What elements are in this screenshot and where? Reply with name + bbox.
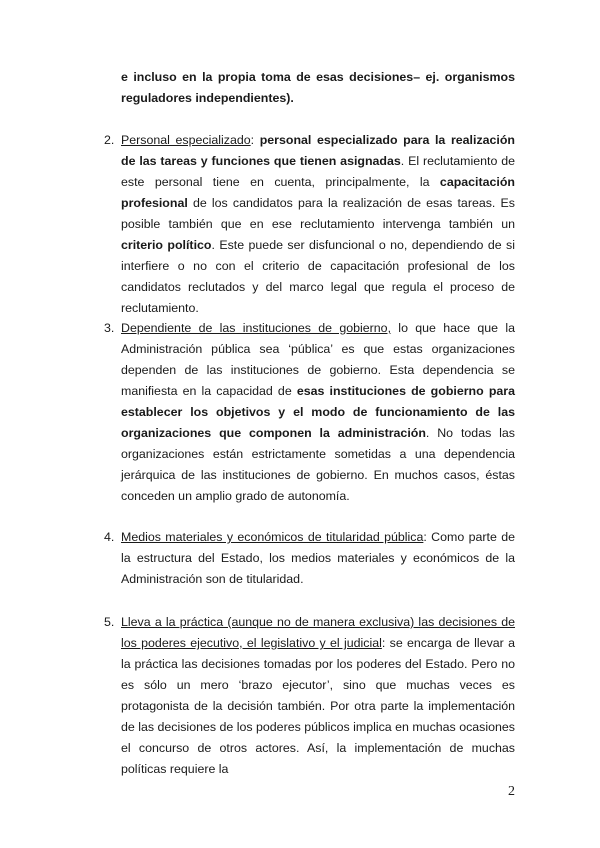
bold-run: criterio político xyxy=(121,238,212,252)
item-number: 5. xyxy=(104,615,115,629)
text-run: : xyxy=(250,133,260,147)
text-run: . Este puede ser disfuncional o no, dependiendo de si interfiere o no con el criterio de capacitación profesional de los candidatos reclutados y del marco legal que regula el proceso de reclutamiento. xyxy=(121,238,515,315)
text-run: . No todas las organizaciones están estrictamente sometidas a una dependencia jerárquica de las instituciones de gobierno. En muchos casos, éstas conceden un amplio grado de autonomía. xyxy=(121,426,516,503)
text-run: : se encarga de llevar a la práctica las decisiones tomadas por los poderes del Estado. Pero no es sólo un mero ‘brazo ejecutor’, sino que muchas veces es protagonista de la decisión también. Por otra parte la implementación de las decisiones de los poderes públicos implica en muchas ocasiones el concurso de otros actores. Así, la implementación de muchas políticas requiere la xyxy=(121,636,515,776)
item-heading: Personal especializado xyxy=(121,133,251,147)
item-number: 2. xyxy=(104,133,115,147)
item-heading: Dependiente de las instituciones de gobierno, xyxy=(121,321,392,335)
bold-run: personal especializado para la realización de las tareas y funciones que tienen asignadas xyxy=(121,133,515,168)
text-run: : Como parte de la estructura del Estado, los medios materiales y económicos de la Administración son de titularidad. xyxy=(121,530,515,586)
text-run: de los candidatos para la realización de esas tareas. Es posible también que en ese reclutamiento intervenga también un xyxy=(121,196,515,231)
text-run: . El reclutamiento de este personal tiene en cuenta, principalmente, la xyxy=(121,154,515,189)
continuation-paragraph: e incluso en la propia toma de esas decisiones– ej. organismos reguladores independientes). xyxy=(121,70,515,105)
item-text xyxy=(121,612,515,780)
item-number: 3. xyxy=(104,321,115,335)
bold-run: capacitación profesional xyxy=(121,175,515,210)
item-heading: Lleva a la práctica (aunque no de manera exclusiva) las decisiones de los poderes ejecutivo, el legislativo y el judicial xyxy=(121,615,515,650)
bold-run: esas instituciones de gobierno para establecer los objetivos y el modo de funcionamiento de las organizaciones que componen la administración xyxy=(121,384,515,440)
item-heading: Medios materiales y económicos de titularidad pública xyxy=(121,530,424,544)
item-text xyxy=(121,130,515,319)
page-number: 2 xyxy=(508,784,515,799)
text-run: lo que hace que la Administración pública sea ‘pública’ es que estas organizaciones dependen de las instituciones de gobierno. Esta dependencia se manifiesta en la capacidad de xyxy=(121,321,515,398)
item-text xyxy=(121,318,515,507)
item-text xyxy=(121,527,515,590)
item-number: 4. xyxy=(104,530,115,544)
